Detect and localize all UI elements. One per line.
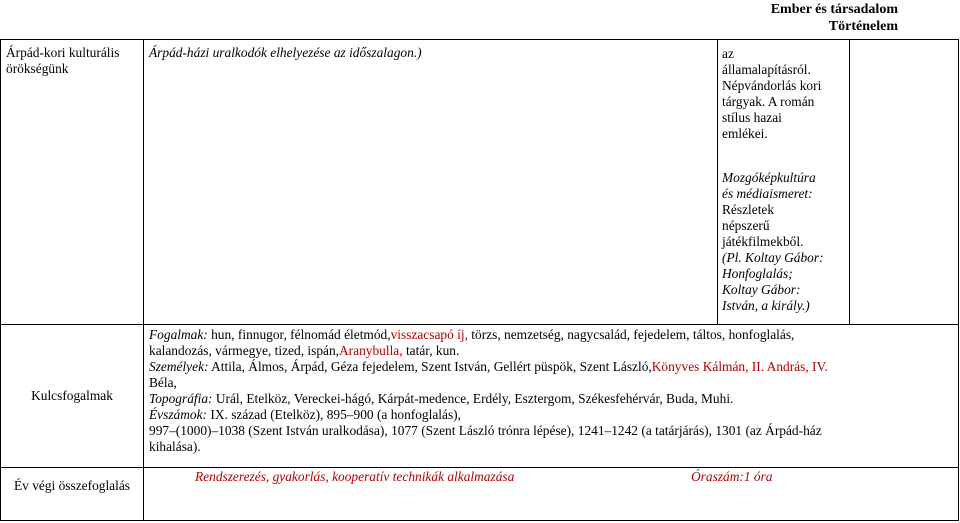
media-example: Honfoglalás; bbox=[722, 266, 793, 281]
table-border-left bbox=[0, 39, 1, 521]
topography-paragraph bbox=[149, 391, 949, 407]
persons-paragraph bbox=[149, 359, 949, 375]
concepts-paragraph bbox=[149, 343, 949, 359]
col-divider-3 bbox=[849, 39, 850, 325]
persons-highlight: Könyves Kálmán, II. András, IV. bbox=[651, 359, 828, 374]
methods-text: Rendszerezés, gyakorlás, kooperatív technikák alkalmazása bbox=[195, 469, 515, 484]
col-divider-1 bbox=[143, 39, 144, 521]
persons-text: Béla, bbox=[149, 375, 177, 390]
concepts-text: kalandozás, vármegye, tized, ispán, bbox=[149, 343, 339, 358]
topography-label: Topográfia: bbox=[149, 391, 213, 406]
table-border-right bbox=[958, 39, 959, 521]
dates-paragraph bbox=[149, 439, 949, 455]
persons-paragraph bbox=[149, 375, 949, 391]
dates-paragraph bbox=[149, 407, 949, 423]
concepts-text: hun, finnugor, félnomád életmód, bbox=[207, 327, 391, 342]
cross-line: stílus hazai bbox=[722, 110, 782, 125]
persons-label: Személyek: bbox=[149, 359, 209, 374]
cross-curricular-block bbox=[722, 46, 842, 142]
media-heading: és médiaismeret: bbox=[722, 186, 813, 201]
media-example: (Pl. Koltay Gábor: bbox=[722, 250, 824, 265]
concepts-paragraph bbox=[149, 327, 949, 343]
cross-line: tárgyak. A román bbox=[722, 94, 815, 109]
dates-label: Évszámok: bbox=[149, 407, 208, 422]
persons-text: Attila, Álmos, Árpád, Géza fejedelem, Szent István, Gellért püspök, Szent László, bbox=[208, 359, 652, 374]
subject-subtitle: Történelem bbox=[828, 19, 898, 34]
topic-title: Árpád-kori kulturális örökségünk bbox=[6, 45, 120, 76]
col-divider-2 bbox=[717, 39, 718, 325]
media-line: Részletek bbox=[722, 202, 775, 217]
dates-text: kihalása). bbox=[149, 439, 201, 454]
cross-line: emlékei. bbox=[722, 126, 768, 141]
dates-text: 997–(1000)–1038 (Szent István uralkodása), 1077 (Szent László trónra lépése), 1241–1242 (a tatárjárás), 1301 (az Árpád-ház bbox=[149, 423, 822, 438]
concepts-text: tatár, kun. bbox=[402, 343, 460, 358]
media-heading: Mozgóképkultúra bbox=[722, 170, 816, 185]
media-line: népszerű bbox=[722, 218, 770, 233]
hours-text: Óraszám:1 óra bbox=[691, 469, 773, 484]
media-line: játékfilmekből. bbox=[722, 234, 804, 249]
cross-line: Népvándorlás kori bbox=[722, 78, 822, 93]
cross-line: államalapításról. bbox=[722, 62, 811, 77]
subject-title: Ember és társadalom bbox=[770, 2, 898, 17]
key-concepts-content bbox=[149, 327, 949, 455]
year-end-summary-title: Év végi összefoglalás bbox=[13, 478, 131, 493]
concepts-text: törzs, nemzetség, nagycsalád, fejedelem, táltos, honfoglalás, bbox=[467, 327, 795, 342]
topic-note: Árpád-házi uralkodók elhelyezése az időszalagon.) bbox=[149, 45, 422, 60]
concepts-highlight: Aranybulla, bbox=[339, 343, 403, 358]
media-example: Koltay Gábor: bbox=[722, 282, 801, 297]
cross-line: az bbox=[722, 46, 734, 61]
dates-text: IX. század (Etelköz), 895–900 (a honfoglalás), bbox=[207, 407, 461, 422]
media-block bbox=[722, 170, 842, 314]
key-concepts-title: Kulcsfogalmak bbox=[31, 388, 113, 403]
concepts-label: Fogalmak: bbox=[149, 327, 208, 342]
concepts-highlight: visszacsapó íj, bbox=[390, 327, 468, 342]
media-example: István, a király.) bbox=[722, 298, 810, 313]
dates-paragraph bbox=[149, 423, 949, 439]
topography-text: Urál, Etelköz, Vereckei-hágó, Kárpát-medence, Erdély, Esztergom, Székesfehérvár, Buda, Muhi. bbox=[212, 391, 734, 406]
